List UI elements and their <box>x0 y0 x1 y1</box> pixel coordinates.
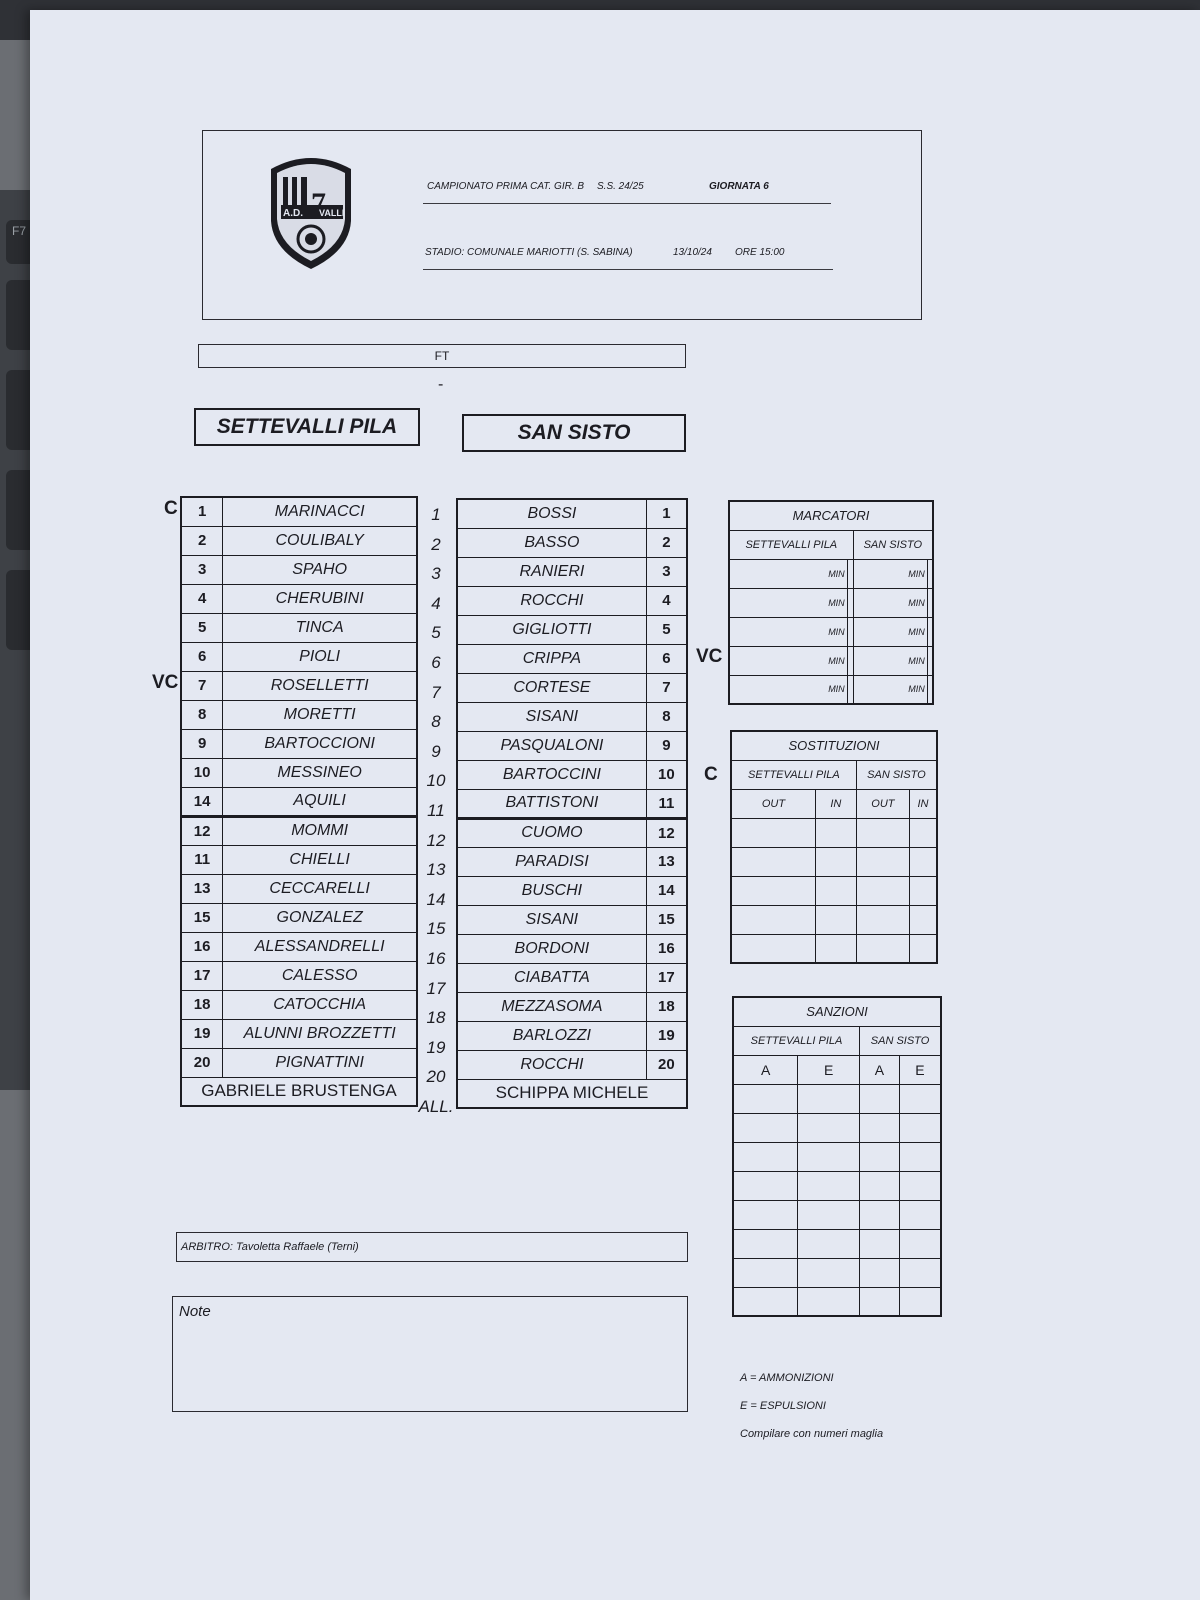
subs-away-header: SAN SISTO <box>856 760 937 789</box>
away-player-row <box>457 586 687 615</box>
sub-cell-home-in[interactable] <box>815 876 856 905</box>
sanction-cell-away-e[interactable] <box>899 1287 941 1316</box>
scorers-title-row <box>729 501 933 530</box>
sanction-cell-away-a[interactable] <box>860 1084 900 1113</box>
home-player-name: MOMMI <box>223 816 417 845</box>
away-player-number: 15 <box>646 905 687 934</box>
sanction-cell-home-a[interactable] <box>733 1113 798 1142</box>
away-player-name: RANIERI <box>457 557 646 586</box>
sanction-cell-away-e[interactable] <box>899 1229 941 1258</box>
away-player-name: SISANI <box>457 702 646 731</box>
crest-text: A.D. <box>283 208 303 219</box>
sanction-cell-home-e[interactable] <box>798 1258 860 1287</box>
sanction-cell-home-a[interactable] <box>733 1258 798 1287</box>
away-team-name: SAN SISTO <box>462 414 686 452</box>
away-player-number: 18 <box>646 992 687 1021</box>
away-player-number: 2 <box>646 528 687 557</box>
sanction-row <box>733 1287 941 1316</box>
home-player-number: 11 <box>181 845 223 874</box>
shirt-number-label: 12 <box>426 830 446 850</box>
sub-cell-away-in[interactable] <box>910 905 937 934</box>
home-player-name: MESSINEO <box>223 758 417 787</box>
home-player-row <box>181 961 417 990</box>
sanction-cell-away-e[interactable] <box>899 1084 941 1113</box>
home-player-name: GONZALEZ <box>223 903 417 932</box>
shirt-number-label: 9 <box>431 741 441 761</box>
home-lineup-table <box>180 496 418 1107</box>
away-player-row <box>457 673 687 702</box>
home-player-row <box>181 497 417 526</box>
home-player-row <box>181 903 417 932</box>
sanctions-title-row <box>733 997 941 1026</box>
home-player-name: MARINACCI <box>223 497 417 526</box>
captain-tag-home: C <box>164 498 178 519</box>
away-player-name: BUSCHI <box>457 876 646 905</box>
sub-cell-home-out[interactable] <box>731 876 815 905</box>
home-player-name: CATOCCHIA <box>223 990 417 1019</box>
shirt-number-label: 10 <box>426 771 446 791</box>
sub-cell-home-out[interactable] <box>731 934 815 963</box>
home-player-row <box>181 874 417 903</box>
home-player-number: 10 <box>181 758 223 787</box>
subs-home-in-header: IN <box>815 789 856 818</box>
away-player-name: BATTISTONI <box>457 789 646 818</box>
sanction-row <box>733 1142 941 1171</box>
scorer-row <box>729 675 933 704</box>
home-player-name: PIGNATTINI <box>223 1048 417 1077</box>
home-player-row <box>181 932 417 961</box>
away-player-number: 9 <box>646 731 687 760</box>
away-player-number: 7 <box>646 673 687 702</box>
away-player-row <box>457 615 687 644</box>
championship-label: CAMPIONATO PRIMA CAT. GIR. B <box>427 181 585 192</box>
sanction-cell-home-e[interactable] <box>798 1142 860 1171</box>
away-player-row <box>457 934 687 963</box>
shirt-number-label: 8 <box>431 712 441 732</box>
sub-row <box>731 818 937 847</box>
home-player-number: 3 <box>181 555 223 584</box>
sanction-cell-home-e[interactable] <box>798 1084 860 1113</box>
subs-away-out-header: OUT <box>856 789 909 818</box>
match-sheet-paper <box>30 10 1200 1600</box>
scorer-number-away[interactable] <box>927 588 933 617</box>
home-player-number: 15 <box>181 903 223 932</box>
sanctions-table <box>732 996 942 1317</box>
scorer-minute-away[interactable]: MIN <box>853 588 927 617</box>
sanction-cell-home-e[interactable] <box>798 1171 860 1200</box>
home-player-number: 16 <box>181 932 223 961</box>
shirt-number-label: 3 <box>431 564 441 584</box>
shirt-number-label: 16 <box>426 948 446 968</box>
home-player-name: CHERUBINI <box>223 584 417 613</box>
match-date: 13/10/24 <box>673 247 712 258</box>
home-player-number: 8 <box>181 700 223 729</box>
away-player-name: GIGLIOTTI <box>457 615 646 644</box>
home-player-row <box>181 990 417 1019</box>
sub-cell-away-in[interactable] <box>910 876 937 905</box>
home-player-row <box>181 729 417 758</box>
home-player-number: 18 <box>181 990 223 1019</box>
sub-cell-away-out[interactable] <box>856 847 909 876</box>
home-player-row <box>181 584 417 613</box>
sub-cell-away-out[interactable] <box>856 934 909 963</box>
subs-title-row <box>731 731 937 760</box>
home-player-number: 2 <box>181 526 223 555</box>
away-player-row <box>457 789 687 818</box>
home-player-number: 12 <box>181 816 223 845</box>
away-player-row <box>457 1021 687 1050</box>
notes-field[interactable] <box>172 1296 688 1412</box>
away-player-number: 5 <box>646 615 687 644</box>
home-player-name: BARTOCCIONI <box>223 729 417 758</box>
scorer-minute-home[interactable]: MIN <box>729 646 847 675</box>
sanction-cell-away-e[interactable] <box>899 1200 941 1229</box>
scorers-home-header: SETTEVALLI PILA <box>729 530 853 559</box>
subs-team-row <box>731 760 937 789</box>
sanctions-away-a-header: A <box>860 1055 900 1084</box>
home-player-row <box>181 671 417 700</box>
scorers-table <box>728 500 934 705</box>
shirt-number-label: 13 <box>426 860 446 880</box>
result-box: FT <box>198 344 686 368</box>
away-player-name: BASSO <box>457 528 646 557</box>
club-crest-logo <box>261 151 361 271</box>
sub-cell-home-in[interactable] <box>815 905 856 934</box>
shirt-number-label: 7 <box>431 682 441 702</box>
home-coach-name: GABRIELE BRUSTENGA <box>181 1077 417 1106</box>
scorer-minute-away[interactable]: MIN <box>853 617 927 646</box>
away-player-name: BARLOZZI <box>457 1021 646 1050</box>
referee-field[interactable]: ARBITRO: Tavoletta Raffaele (Terni) <box>176 1232 688 1262</box>
sanction-cell-home-a[interactable] <box>733 1084 798 1113</box>
scorer-row <box>729 617 933 646</box>
scorer-row <box>729 588 933 617</box>
home-player-name: PIOLI <box>223 642 417 671</box>
shirt-number-label: 15 <box>426 919 446 939</box>
sub-cell-home-in[interactable] <box>815 847 856 876</box>
scorers-team-row <box>729 530 933 559</box>
away-player-row <box>457 528 687 557</box>
home-player-name: AQUILI <box>223 787 417 816</box>
subs-home-out-header: OUT <box>731 789 815 818</box>
home-player-name: TINCA <box>223 613 417 642</box>
sanction-cell-home-a[interactable] <box>733 1200 798 1229</box>
away-player-row <box>457 760 687 789</box>
away-player-number: 10 <box>646 760 687 789</box>
home-player-name: COULIBALY <box>223 526 417 555</box>
away-player-number: 19 <box>646 1021 687 1050</box>
home-player-number: 7 <box>181 671 223 700</box>
sanctions-away-e-header: E <box>899 1055 941 1084</box>
captain-tag-away: C <box>704 764 718 785</box>
sanctions-home-a-header: A <box>733 1055 798 1084</box>
legend-espulsioni: E = ESPULSIONI <box>740 1400 826 1412</box>
home-player-name: ALUNNI BROZZETTI <box>223 1019 417 1048</box>
sanction-cell-away-a[interactable] <box>860 1113 900 1142</box>
score-separator: - <box>438 376 444 393</box>
sub-row <box>731 934 937 963</box>
legend-ammonizioni: A = AMMONIZIONI <box>740 1372 834 1384</box>
away-player-row <box>457 557 687 586</box>
sanction-cell-away-a[interactable] <box>860 1200 900 1229</box>
sanction-cell-away-e[interactable] <box>899 1113 941 1142</box>
home-player-row <box>181 758 417 787</box>
sanction-cell-home-e[interactable] <box>798 1113 860 1142</box>
away-player-row <box>457 731 687 760</box>
away-player-name: PASQUALONI <box>457 731 646 760</box>
away-player-name: PARADISI <box>457 847 646 876</box>
match-time: ORE 15:00 <box>735 247 785 258</box>
vice-captain-tag-away: VC <box>696 646 723 667</box>
subs-title: SOSTITUZIONI <box>731 731 937 760</box>
away-player-row <box>457 499 687 528</box>
stadium-label: STADIO: COMUNALE MARIOTTI (S. SABINA) <box>425 247 633 258</box>
sanction-row <box>733 1084 941 1113</box>
away-player-row <box>457 644 687 673</box>
sanction-row <box>733 1200 941 1229</box>
home-player-name: CHIELLI <box>223 845 417 874</box>
subs-inout-row <box>731 789 937 818</box>
sanction-cell-home-a[interactable] <box>733 1287 798 1316</box>
season-label: S.S. 24/25 <box>597 181 644 192</box>
sub-row <box>731 847 937 876</box>
away-player-name: CUOMO <box>457 818 646 847</box>
home-player-row <box>181 555 417 584</box>
sanction-cell-away-e[interactable] <box>899 1142 941 1171</box>
home-player-row <box>181 526 417 555</box>
scorer-number-away[interactable] <box>927 559 933 588</box>
sanction-cell-home-a[interactable] <box>733 1229 798 1258</box>
scorer-minute-home[interactable]: MIN <box>729 675 847 704</box>
sanction-cell-home-a[interactable] <box>733 1171 798 1200</box>
home-player-row <box>181 1048 417 1077</box>
svg-text:VALLI: VALLI <box>319 208 345 218</box>
header-underline <box>423 203 831 204</box>
sanction-cell-away-a[interactable] <box>860 1258 900 1287</box>
shirt-number-label: 2 <box>431 534 441 554</box>
home-team-name: SETTEVALLI PILA <box>194 408 420 446</box>
sanction-cell-away-a[interactable] <box>860 1171 900 1200</box>
home-player-row <box>181 845 417 874</box>
away-player-number: 6 <box>646 644 687 673</box>
home-player-number: 13 <box>181 874 223 903</box>
home-player-number: 4 <box>181 584 223 613</box>
shirt-number-label: 20 <box>426 1067 446 1087</box>
home-player-name: ALESSANDRELLI <box>223 932 417 961</box>
away-player-name: CORTESE <box>457 673 646 702</box>
away-player-number: 11 <box>646 789 687 818</box>
away-player-name: ROCCHI <box>457 1050 646 1079</box>
home-player-number: 6 <box>181 642 223 671</box>
away-player-row <box>457 992 687 1021</box>
away-player-name: BORDONI <box>457 934 646 963</box>
shirt-number-label: 18 <box>426 1008 446 1028</box>
away-player-number: 3 <box>646 557 687 586</box>
sanction-cell-away-a[interactable] <box>860 1142 900 1171</box>
away-coach-name: SCHIPPA MICHELE <box>457 1079 687 1108</box>
sub-cell-home-in[interactable] <box>815 934 856 963</box>
away-player-number: 14 <box>646 876 687 905</box>
away-player-name: CRIPPA <box>457 644 646 673</box>
home-coach-row <box>181 1077 417 1106</box>
shirt-number-label: 1 <box>431 505 441 524</box>
shirt-number-label: ALL. <box>418 1096 454 1116</box>
shirt-number-label: 17 <box>426 978 446 998</box>
sub-cell-home-in[interactable] <box>815 818 856 847</box>
away-coach-row <box>457 1079 687 1108</box>
home-player-row <box>181 787 417 816</box>
shirt-number-label: 19 <box>426 1037 446 1057</box>
shirt-number-label: 4 <box>431 593 441 613</box>
keyboard-key-f7: F7 <box>6 220 46 264</box>
away-lineup-table <box>456 498 688 1109</box>
home-player-number: 1 <box>181 497 223 526</box>
home-player-row <box>181 642 417 671</box>
sub-cell-home-out[interactable] <box>731 818 815 847</box>
scorer-row <box>729 559 933 588</box>
sanction-cell-home-a[interactable] <box>733 1142 798 1171</box>
away-player-number: 1 <box>646 499 687 528</box>
sanctions-home-e-header: E <box>798 1055 860 1084</box>
sanction-cell-away-e[interactable] <box>899 1258 941 1287</box>
sanction-cell-away-a[interactable] <box>860 1229 900 1258</box>
sanction-cell-home-e[interactable] <box>798 1229 860 1258</box>
sub-cell-home-out[interactable] <box>731 847 815 876</box>
scorer-minute-away[interactable]: MIN <box>853 675 927 704</box>
subs-home-header: SETTEVALLI PILA <box>731 760 856 789</box>
sanctions-ae-row <box>733 1055 941 1084</box>
sanction-row <box>733 1113 941 1142</box>
away-player-name: BOSSI <box>457 499 646 528</box>
sanctions-team-row <box>733 1026 941 1055</box>
scorers-title: MARCATORI <box>729 501 933 530</box>
sub-cell-away-in[interactable] <box>910 934 937 963</box>
scorer-minute-home[interactable]: MIN <box>729 559 847 588</box>
shirt-number-label: 11 <box>427 800 445 820</box>
scorer-row <box>729 646 933 675</box>
sub-cell-away-out[interactable] <box>856 876 909 905</box>
vice-captain-tag-home: VC <box>152 672 179 693</box>
shirt-number-label: 5 <box>431 623 441 643</box>
scorer-number-away[interactable] <box>927 617 933 646</box>
away-player-number: 13 <box>646 847 687 876</box>
sanction-row <box>733 1258 941 1287</box>
sub-row <box>731 905 937 934</box>
legend-hint: Compilare con numeri maglia <box>740 1428 884 1440</box>
away-player-number: 4 <box>646 586 687 615</box>
away-player-name: CIABATTA <box>457 963 646 992</box>
sub-cell-away-out[interactable] <box>856 905 909 934</box>
home-player-name: ROSELLETTI <box>223 671 417 700</box>
away-player-number: 12 <box>646 818 687 847</box>
substitutions-table <box>730 730 938 964</box>
home-player-number: 17 <box>181 961 223 990</box>
sanction-cell-home-e[interactable] <box>798 1200 860 1229</box>
sub-cell-home-out[interactable] <box>731 905 815 934</box>
sanctions-home-header: SETTEVALLI PILA <box>733 1026 860 1055</box>
scorer-minute-home[interactable]: MIN <box>729 617 847 646</box>
sanctions-away-header: SAN SISTO <box>860 1026 941 1055</box>
shirt-number-label: 14 <box>426 889 446 909</box>
away-player-row <box>457 847 687 876</box>
scorer-minute-home[interactable]: MIN <box>729 588 847 617</box>
away-player-row <box>457 818 687 847</box>
home-player-row <box>181 700 417 729</box>
sanction-row <box>733 1229 941 1258</box>
sub-cell-away-in[interactable] <box>910 847 937 876</box>
scorer-minute-away[interactable]: MIN <box>853 646 927 675</box>
home-player-row <box>181 613 417 642</box>
away-player-name: SISANI <box>457 905 646 934</box>
sub-cell-away-in[interactable] <box>910 818 937 847</box>
sanction-cell-away-a[interactable] <box>860 1287 900 1316</box>
away-player-row <box>457 905 687 934</box>
notes-label: Note <box>179 1303 211 1320</box>
scorer-minute-away[interactable]: MIN <box>853 559 927 588</box>
home-player-name: CECCARELLI <box>223 874 417 903</box>
home-player-name: SPAHO <box>223 555 417 584</box>
home-player-number: 9 <box>181 729 223 758</box>
away-player-number: 8 <box>646 702 687 731</box>
away-player-number: 17 <box>646 963 687 992</box>
home-player-name: CALESSO <box>223 961 417 990</box>
home-player-number: 20 <box>181 1048 223 1077</box>
away-player-number: 20 <box>646 1050 687 1079</box>
shirt-number-column <box>418 500 454 1121</box>
away-player-number: 16 <box>646 934 687 963</box>
away-player-name: ROCCHI <box>457 586 646 615</box>
home-player-row <box>181 1019 417 1048</box>
away-player-row <box>457 1050 687 1079</box>
sub-cell-away-out[interactable] <box>856 818 909 847</box>
away-player-row <box>457 963 687 992</box>
svg-text:7: 7 <box>311 187 326 220</box>
match-header-box <box>202 130 922 320</box>
sanction-cell-away-e[interactable] <box>899 1171 941 1200</box>
sub-row <box>731 876 937 905</box>
away-player-row <box>457 876 687 905</box>
away-player-name: BARTOCCINI <box>457 760 646 789</box>
home-player-row <box>181 816 417 845</box>
away-player-name: MEZZASOMA <box>457 992 646 1021</box>
home-player-number: 14 <box>181 787 223 816</box>
home-player-name: MORETTI <box>223 700 417 729</box>
sanctions-title: SANZIONI <box>733 997 941 1026</box>
scorer-number-away[interactable] <box>927 646 933 675</box>
scorers-away-header: SAN SISTO <box>853 530 933 559</box>
shirt-number-label: 6 <box>431 652 441 672</box>
away-player-row <box>457 702 687 731</box>
header-underline <box>423 269 833 270</box>
subs-away-in-header: IN <box>910 789 937 818</box>
matchday-label: GIORNATA 6 <box>709 181 769 192</box>
scorer-number-away[interactable] <box>927 675 933 704</box>
home-player-number: 19 <box>181 1019 223 1048</box>
home-player-number: 5 <box>181 613 223 642</box>
sanction-cell-home-e[interactable] <box>798 1287 860 1316</box>
sanction-row <box>733 1171 941 1200</box>
